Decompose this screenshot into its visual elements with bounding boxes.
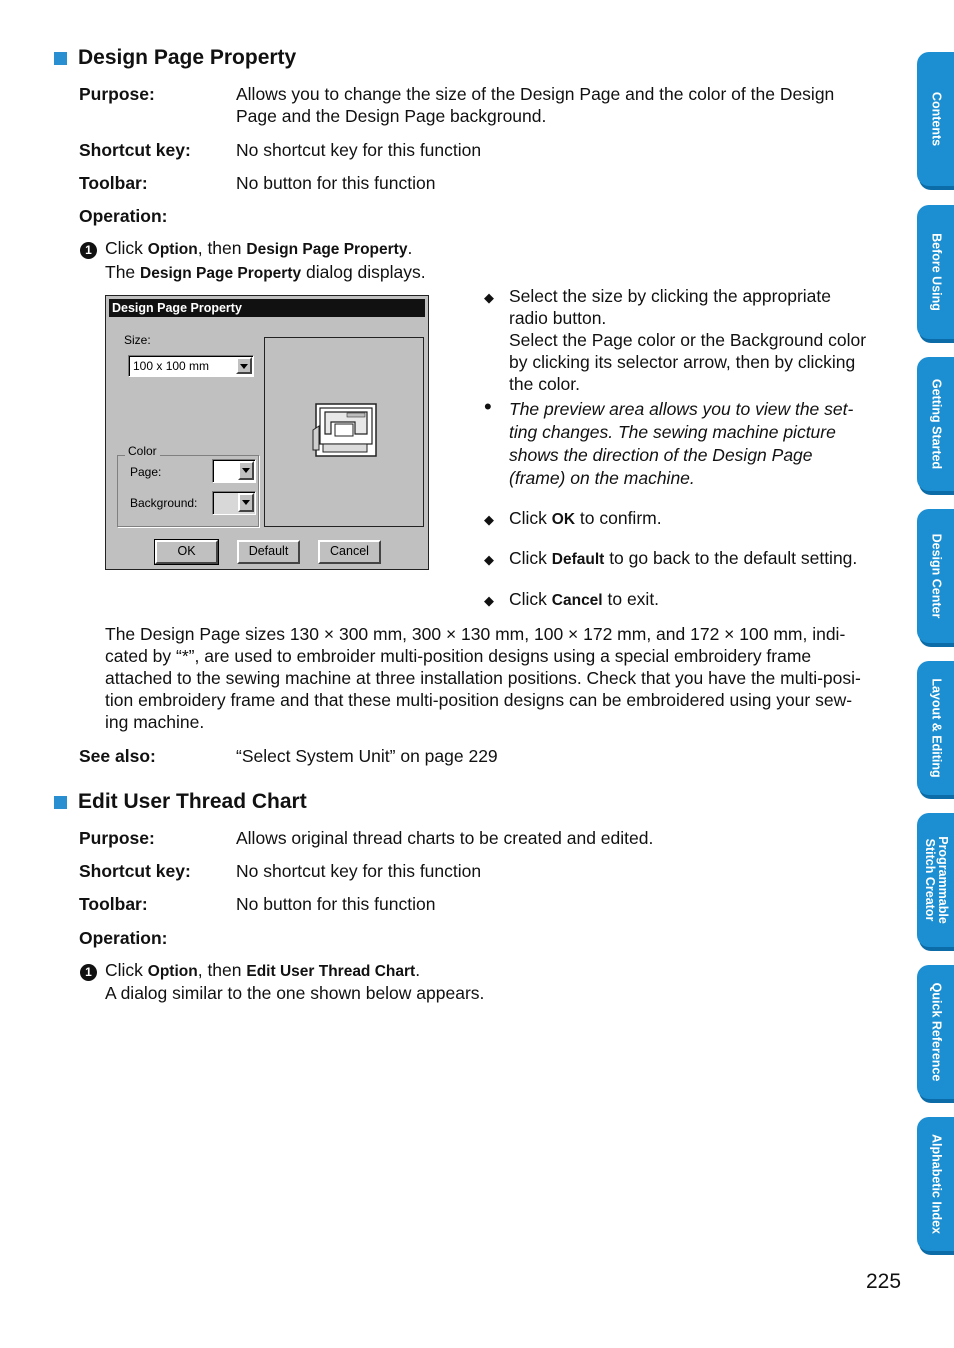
section-title: Design Page Property [78, 46, 297, 69]
dialog-title-bar: Design Page Property [109, 299, 425, 317]
bullet-text: Click [509, 589, 552, 609]
note-line: (frame) on the machine. [509, 468, 695, 488]
page-color-select[interactable] [212, 459, 256, 483]
tab-label: Quick Reference [929, 982, 943, 1082]
bullet-ok [509, 508, 662, 529]
paragraph-line: ing machine. [105, 712, 205, 732]
menu-option: Option [147, 963, 198, 980]
step-number: 1 [80, 242, 97, 259]
tab-label: Alphabetic Index [929, 1133, 943, 1235]
tab-label: Layout & Editing [929, 678, 943, 778]
bullet-text: to exit. [602, 589, 660, 609]
tab-quick-reference[interactable] [917, 965, 954, 1099]
step-number-icon [80, 960, 97, 981]
diamond-bullet-icon: ◆ [484, 290, 494, 305]
bullet-line: Select the Page color or the Background color [509, 330, 867, 350]
background-label: Background: [130, 496, 198, 510]
purpose-line: Allows you to change the size of the Design Page and the color of the Design [236, 84, 835, 104]
bullet-text: Click [509, 548, 552, 568]
button-ref: Default [551, 551, 605, 568]
bullet-line: radio button. [509, 308, 607, 328]
step-text: Click [105, 960, 148, 980]
step-text: dialog displays. [301, 262, 426, 282]
design-page-sizes-paragraph [105, 623, 905, 733]
preview-area [264, 337, 424, 527]
tab-before-using[interactable] [917, 205, 954, 339]
note-line: ting changes. The sewing machine picture [509, 422, 836, 442]
operation-label: Operation: [79, 206, 168, 226]
size-value: 100 x 100 mm [133, 359, 210, 373]
shortcut-label: Shortcut key: [79, 861, 191, 881]
step-text: , then [197, 238, 247, 258]
tab-design-center[interactable] [917, 509, 954, 643]
bullet-line: Select the size by clicking the appropriate [509, 286, 831, 306]
tab-contents[interactable] [917, 52, 954, 186]
button-ref: OK [551, 511, 576, 528]
bullet-line: by clicking its selector arrow, then by clicking [509, 352, 856, 372]
tab-label-line: Programmable [935, 836, 950, 924]
paragraph-line: cated by “*”, are used to embroider multi-position designs using a special embroidery frame [105, 646, 812, 666]
note-preview-area [509, 398, 899, 490]
step-1-result [105, 262, 426, 283]
step-1-result: A dialog similar to the one shown below appears. [105, 983, 485, 1003]
bullet-select-size [509, 285, 899, 395]
diamond-bullet-icon: ◆ [484, 552, 494, 567]
tab-label: Design Center [929, 533, 943, 619]
purpose-text: Allows original thread charts to be created and edited. [236, 828, 654, 848]
dialog-name: Design Page Property [140, 265, 302, 282]
tab-label-line: Stitch Creator [922, 838, 937, 922]
purpose-label: Purpose: [79, 84, 155, 104]
step-number: 1 [80, 964, 97, 981]
paragraph-line: attached to the sewing machine at three installation positions. Check that you have the multi-posi- [105, 668, 861, 688]
step-text: , then [197, 960, 247, 980]
tab-getting-started[interactable] [917, 357, 954, 491]
default-button[interactable]: Default [237, 540, 300, 564]
step-1-text [105, 238, 412, 259]
chevron-down-icon[interactable] [236, 357, 252, 374]
bullet-cancel [509, 589, 659, 610]
size-label: Size: [124, 333, 151, 347]
tab-label: Getting Started [929, 378, 943, 470]
bullet-text: Click [509, 508, 552, 528]
section-square-icon [54, 52, 67, 65]
design-page-property-dialog [105, 295, 429, 570]
operation-label: Operation: [79, 928, 168, 948]
tab-layout-editing[interactable] [917, 661, 954, 795]
size-select[interactable] [128, 355, 254, 377]
background-color-select[interactable] [212, 491, 256, 515]
page-label: Page: [130, 465, 162, 479]
toolbar-label: Toolbar: [79, 894, 148, 914]
diamond-bullet-icon: ◆ [484, 512, 494, 527]
tab-label: Before Using [929, 233, 943, 311]
paragraph-line: The Design Page sizes 130 × 300 mm, 300 × 130 mm, 100 × 172 mm, and 172 × 100 mm, indi- [105, 624, 846, 644]
dot-bullet-icon: • [484, 394, 492, 419]
section-square-icon [54, 796, 67, 809]
chevron-down-icon[interactable] [238, 461, 254, 480]
shortcut-value: No shortcut key for this function [236, 861, 482, 881]
chevron-down-icon[interactable] [238, 493, 254, 512]
tab-alphabetic-index[interactable] [917, 1117, 954, 1251]
step-text: Click [105, 238, 148, 258]
menu-item: Design Page Property [246, 241, 408, 258]
toolbar-value: No button for this function [236, 894, 436, 914]
cancel-button[interactable]: Cancel [318, 540, 381, 564]
bullet-text: to confirm. [575, 508, 662, 528]
shortcut-label: Shortcut key: [79, 140, 191, 160]
paragraph-line: tion embroidery frame and that these multi-position designs can be embroidered using your sew- [105, 690, 853, 710]
purpose-line: Page and the Design Page background. [236, 106, 547, 126]
shortcut-value: No shortcut key for this function [236, 140, 482, 160]
bullet-default [509, 548, 857, 569]
menu-item: Edit User Thread Chart [246, 963, 416, 980]
step-text: The [105, 262, 141, 282]
bullet-text: to go back to the default setting. [604, 548, 858, 568]
menu-option: Option [147, 241, 198, 258]
step-text: . [407, 238, 413, 258]
toolbar-label: Toolbar: [79, 173, 148, 193]
sewing-machine-icon [311, 400, 381, 462]
tab-label: Contents [929, 91, 943, 147]
diamond-bullet-icon: ◆ [484, 593, 494, 608]
section-title: Edit User Thread Chart [78, 790, 307, 813]
tab-label [923, 836, 949, 924]
section-heading-design-page-property [54, 46, 296, 70]
page-number: 225 [866, 1270, 902, 1293]
note-line: The preview area allows you to view the set- [509, 399, 854, 419]
ok-button[interactable]: OK [155, 540, 218, 564]
step-text: . [415, 960, 421, 980]
color-group-label: Color [125, 444, 160, 458]
button-ref: Cancel [551, 592, 603, 609]
tab-programmable-stitch-creator[interactable] [917, 813, 954, 947]
bullet-line: the color. [509, 374, 581, 394]
purpose-text [236, 83, 896, 127]
step-number-icon [80, 238, 97, 259]
see-also-link[interactable]: “Select System Unit” on page 229 [236, 746, 498, 766]
toolbar-value: No button for this function [236, 173, 436, 193]
purpose-label: Purpose: [79, 828, 155, 848]
section-heading-edit-user-thread-chart [54, 790, 307, 814]
see-also-label: See also: [79, 746, 156, 766]
step-1-text [105, 960, 420, 981]
note-line: shows the direction of the Design Page [509, 445, 813, 465]
